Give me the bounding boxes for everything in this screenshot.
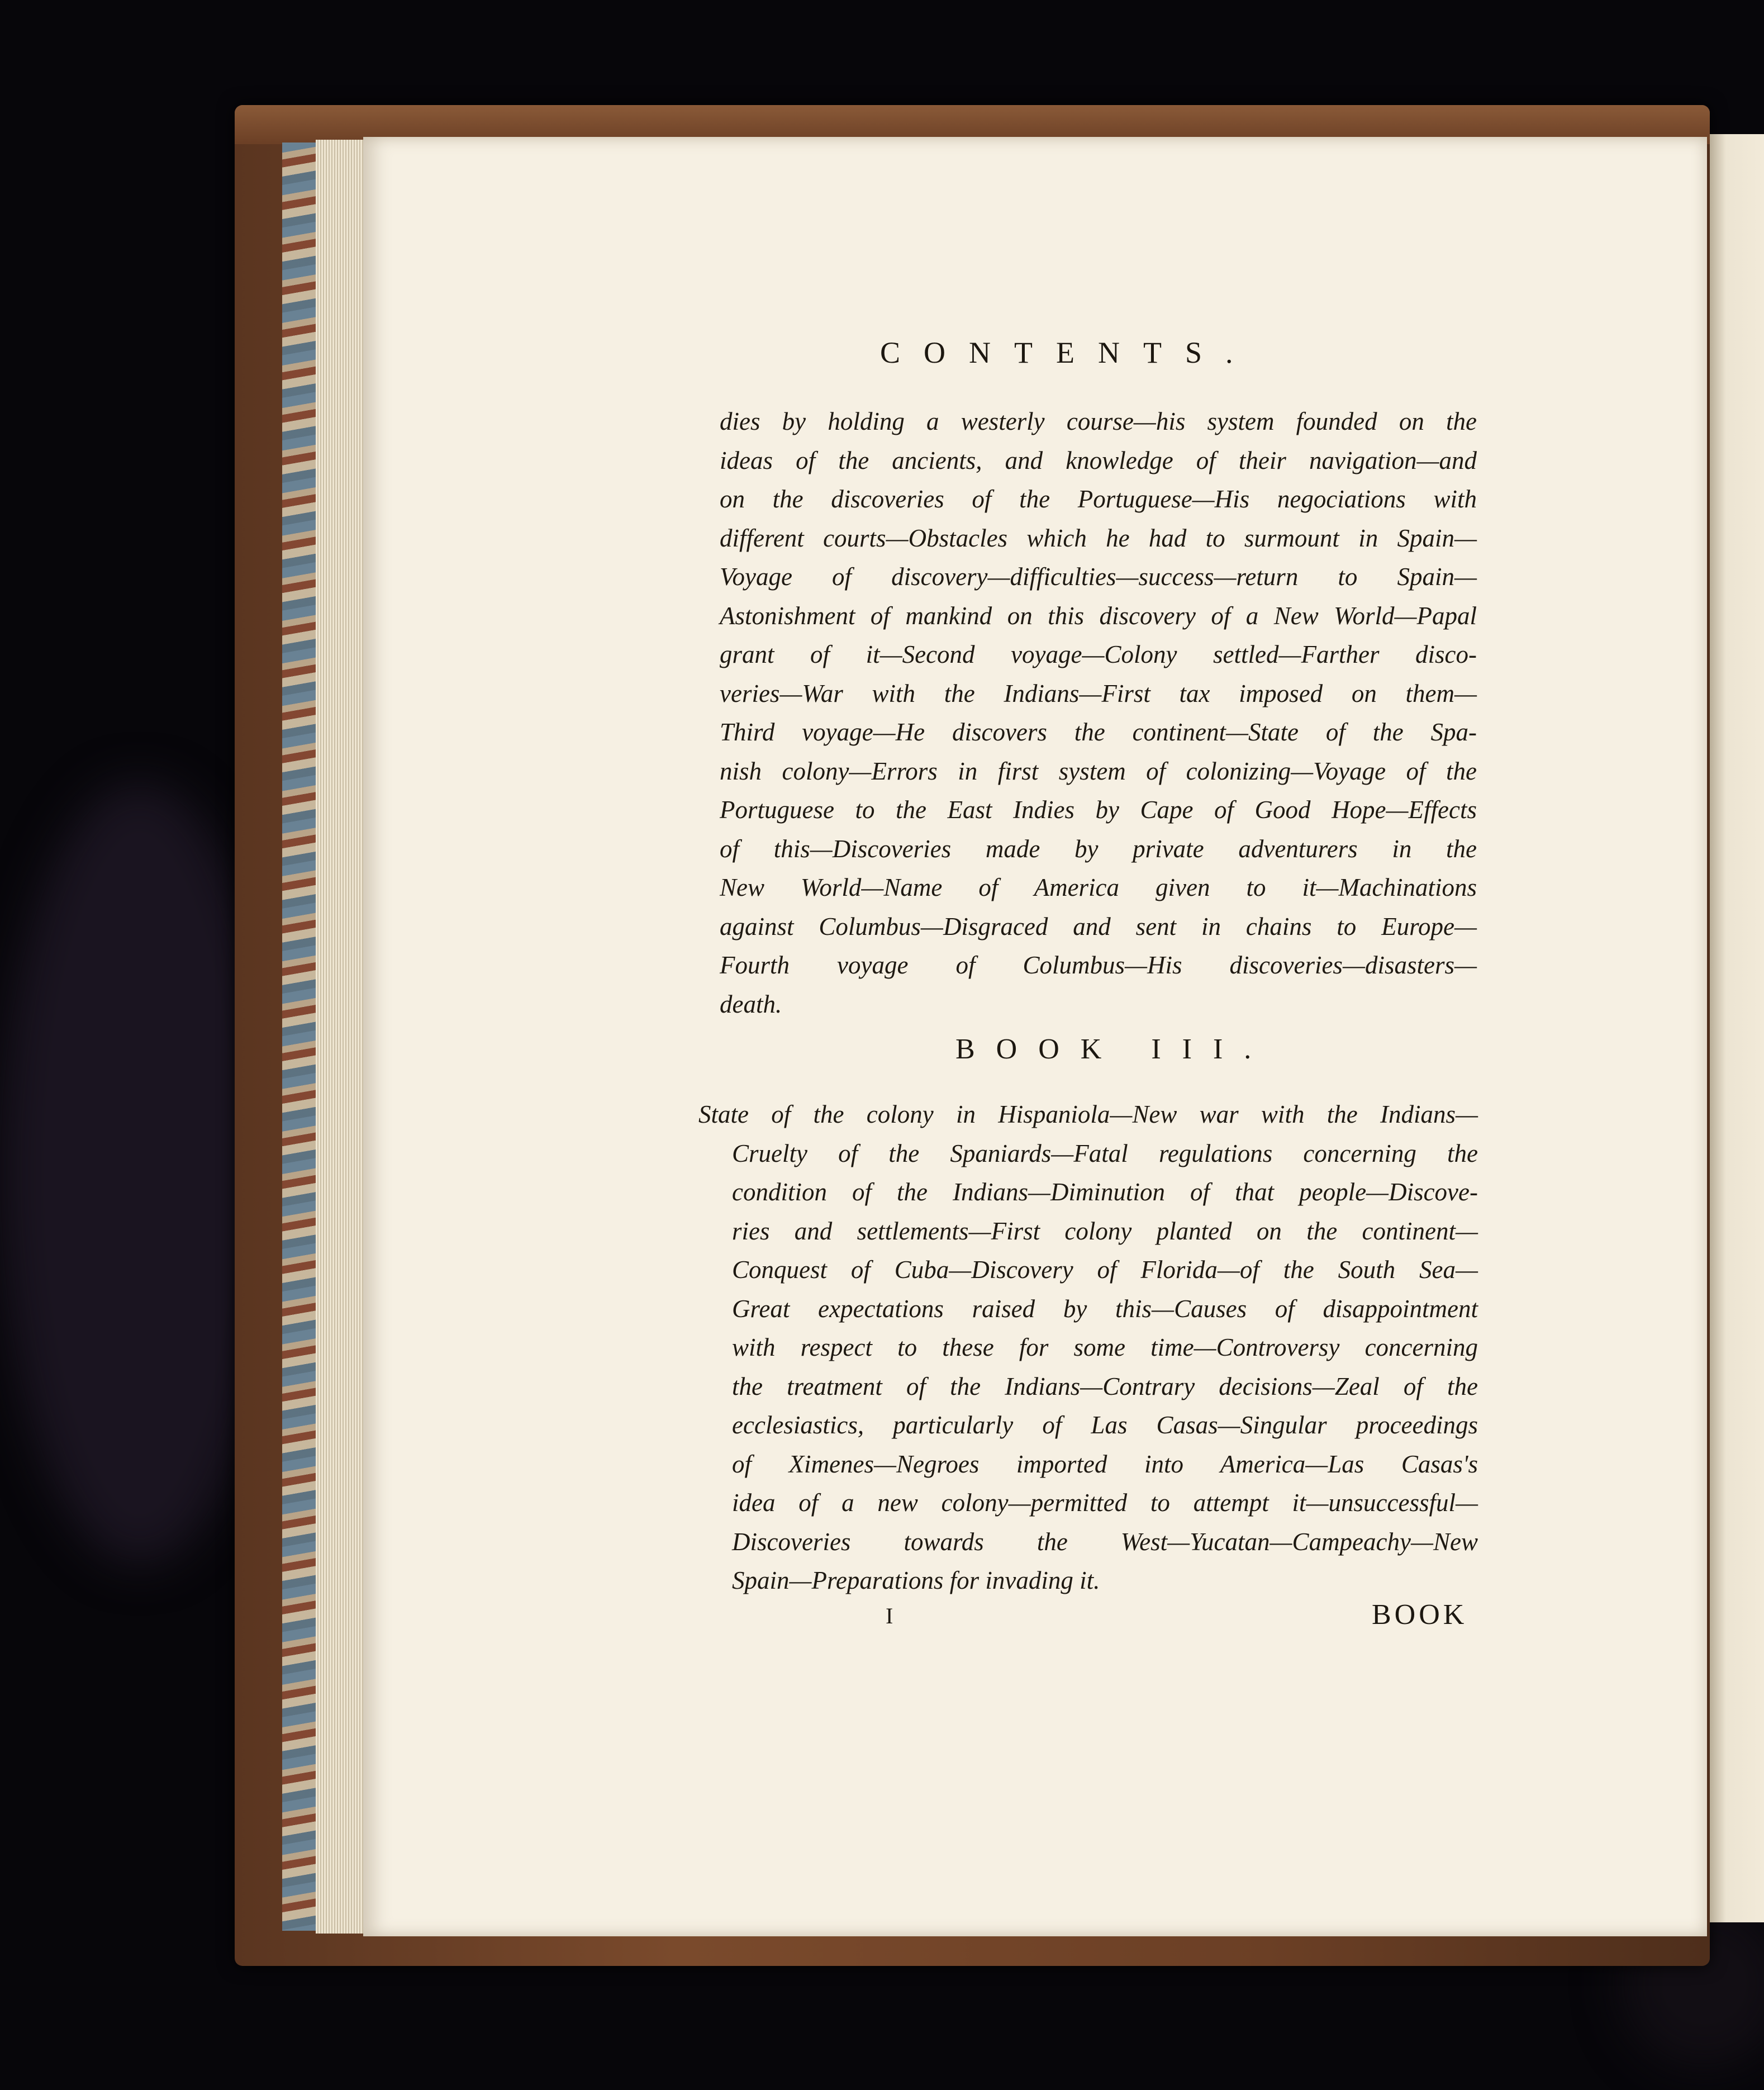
facing-page-edge (1710, 134, 1764, 1922)
contents-line: the treatment of the Indians—Contrary decisions—Zeal of the (732, 1372, 1478, 1400)
contents-line: ecclesiastics, particularly of Las Casas—Singular proceedings (732, 1411, 1478, 1439)
contents-line: on the discoveries of the Portuguese—His negociations with (720, 485, 1477, 513)
contents-line: death. (720, 990, 782, 1018)
contents-line: Portuguese to the East Indies by Cape of Good Hope—Effects (720, 796, 1477, 824)
contents-line: Spain—Preparations for invading it. (732, 1566, 1100, 1594)
contents-line: ideas of the ancients, and knowledge of their navigation—and (720, 446, 1477, 474)
contents-line: condition of the Indians—Diminution of that people—Discove- (732, 1178, 1478, 1206)
book-three-contents (698, 1095, 1478, 1600)
contents-line: Cruelty of the Spaniards—Fatal regulations concerning the (732, 1139, 1478, 1167)
contents-line: with respect to these for some time—Controversy concerning (732, 1333, 1478, 1361)
book-two-contents (720, 402, 1477, 1024)
page-stack-edge (316, 140, 366, 1934)
contents-line: New World—Name of America given to it—Machinations (720, 873, 1477, 901)
contents-line: Great expectations raised by this—Causes of disappointment (732, 1294, 1478, 1323)
contents-line: Discoveries towards the West—Yucatan—Campeachy—New (732, 1527, 1478, 1556)
contents-line: Fourth voyage of Columbus—His discoveries—disasters— (720, 951, 1477, 979)
contents-line: dies by holding a westerly course—his system founded on the (720, 407, 1477, 435)
contents-line: against Columbus—Disgraced and sent in chains to Europe— (720, 912, 1477, 940)
contents-line: Third voyage—He discovers the continent—State of the Spa- (720, 718, 1477, 746)
contents-line: different courts—Obstacles which he had to surmount in Spain— (720, 524, 1477, 552)
marbled-endpaper (282, 142, 316, 1931)
catchword: BOOK (1372, 1599, 1468, 1631)
signature-mark: I (886, 1603, 893, 1628)
contents-line: State of the colony in Hispaniola—New war with the Indians— (698, 1100, 1478, 1128)
contents-line: nish colony—Errors in first system of colonizing—Voyage of the (720, 757, 1477, 785)
contents-line: ries and settlements—First colony planted on the continent— (732, 1217, 1478, 1245)
contents-line: idea of a new colony—permitted to attempt it—unsuccessful— (732, 1489, 1478, 1517)
book-three-heading: BOOK III. (955, 1033, 1273, 1065)
running-head: CONTENTS. (880, 336, 1257, 369)
contents-line: of this—Discoveries made by private adventurers in the (720, 834, 1477, 863)
contents-line: veries—War with the Indians—First tax imposed on them— (720, 679, 1477, 707)
contents-line: Astonishment of mankind on this discovery of a New World—Papal (720, 601, 1477, 630)
contents-line: Conquest of Cuba—Discovery of Florida—of the South Sea— (732, 1256, 1478, 1284)
contents-line: grant of it—Second voyage—Colony settled—Farther disco- (720, 640, 1477, 668)
contents-line: Voyage of discovery—difficulties—success—return to Spain— (720, 563, 1477, 591)
contents-line: of Ximenes—Negroes imported into America—Las Casas's (732, 1450, 1478, 1478)
